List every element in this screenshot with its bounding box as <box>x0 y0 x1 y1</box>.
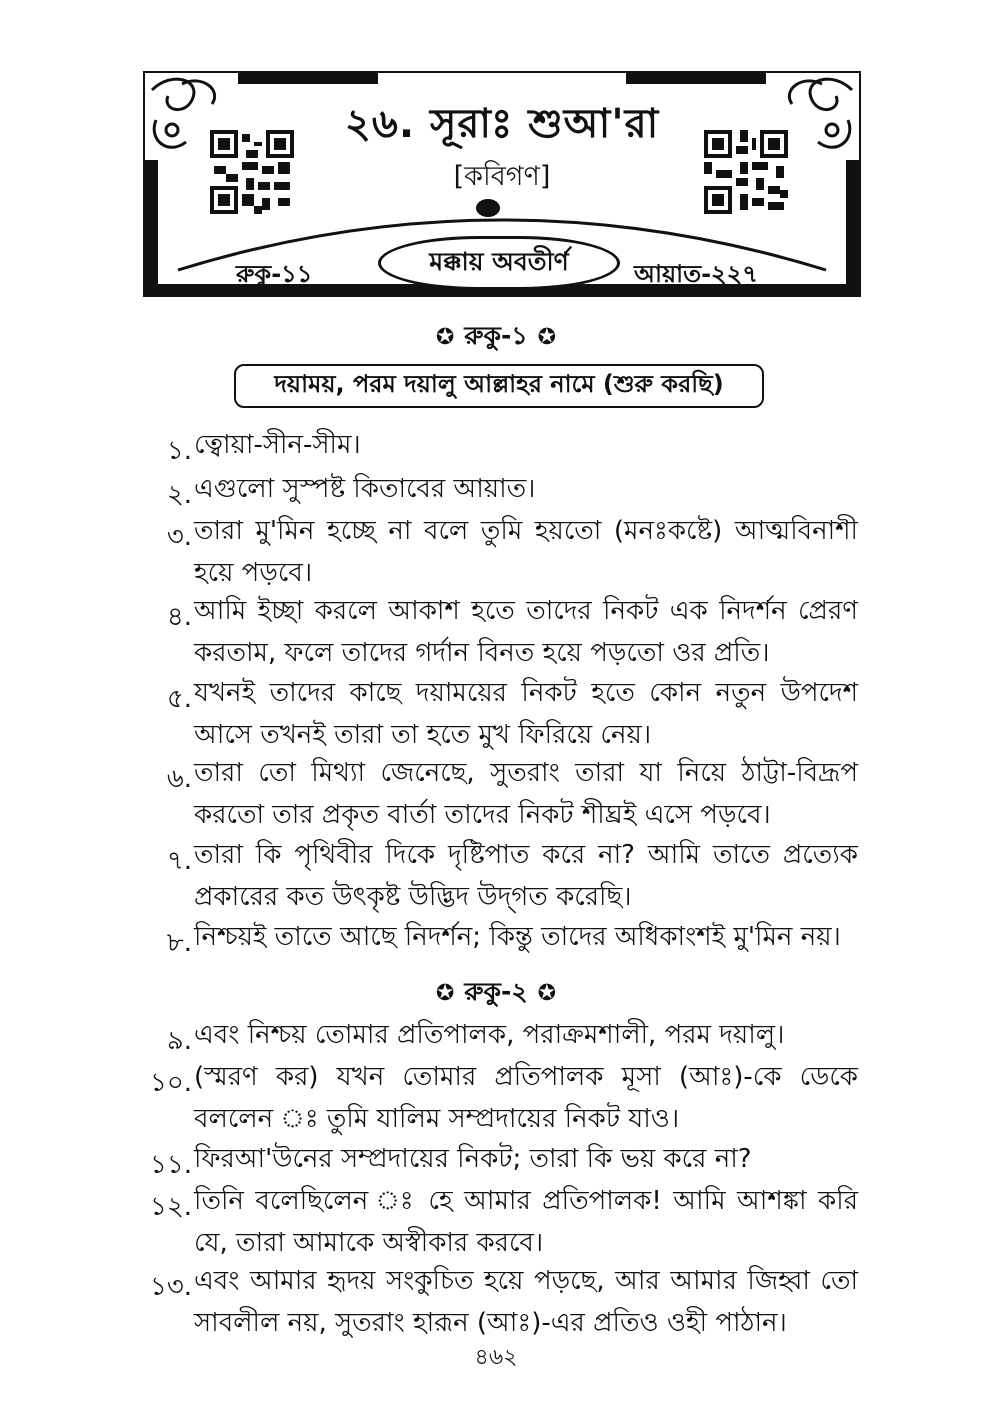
ruku-heading-label: রুকু-১ <box>464 321 528 350</box>
verse-number: ১২. <box>149 1192 192 1222</box>
verse-number: ১০. <box>149 1068 192 1098</box>
ruku-heading-label: রুকু-২ <box>464 977 528 1006</box>
verse-text: ত্বোয়া-সীন-সীম। <box>194 430 361 460</box>
star-circle-icon: ✪ <box>435 981 455 1006</box>
qr-code-icon[interactable] <box>704 130 788 214</box>
verse-text: যখনই তাদের কাছে দয়াময়ের নিকট হতে কোন নতুন উপদেশ আসে তখনই তারা তা হতে মুখ ফিরিয়ে নেয়। <box>194 678 858 750</box>
ruku-heading-2 <box>0 972 992 1015</box>
ayat-count: আয়াত-২২৭ <box>634 260 758 288</box>
verse-text: আমি ইচ্ছা করলে আকাশ হতে তাদের নিকট এক নিদর্শন প্রেরণ করতাম, ফলে তাদের গর্দান বিনত হয়ে পড়তো ওর প্রতি। <box>194 596 858 668</box>
verse-number: ৪. <box>166 602 192 632</box>
verse-text: তারা কি পৃথিবীর দিকে দৃষ্টিপাত করে না? আমি তাতে প্রত্যেক প্রকারের কত উৎকৃষ্ট উদ্ভিদ উদ্‌গত করেছি। <box>194 840 858 912</box>
verse-text: এবং নিশ্চয় তোমার প্রতিপালক, পরাক্রমশালী, পরম দয়ালু। <box>194 1020 785 1050</box>
revelation-badge: মক্কায় অবতীর্ণ <box>378 236 620 290</box>
verse-number: ৯. <box>166 1026 192 1056</box>
verse-number: ১. <box>166 436 192 466</box>
surah-title: ২৬. সূরাঃ শুআ'রা <box>344 101 660 147</box>
ruku-count: রুকু-১১ <box>236 260 313 288</box>
verse-number: ৩. <box>166 522 192 552</box>
verse-number: ১৩. <box>149 1272 192 1302</box>
verse-text: এগুলো সুস্পষ্ট কিতাবের আয়াত। <box>194 474 536 504</box>
qr-code-icon[interactable] <box>210 130 294 214</box>
verse-number: ৫. <box>166 684 192 714</box>
verse-text: এবং আমার হৃদয় সংকুচিত হয়ে পড়ছে, আর আমার জিহ্বা তো সাবলীল নয়, সুতরাং হারূন (আঃ)-এর প্রতিও ওহী পাঠান। <box>194 1266 858 1338</box>
page-number: ৪৬২ <box>474 1345 518 1370</box>
verse-text: ফিরআ'উনের সম্প্রদায়ের নিকট; তারা কি ভয় করে না? <box>194 1144 752 1174</box>
verse-number: ৭. <box>166 846 192 876</box>
verse-text: তারা তো মিথ্যা জেনেছে, সুতরাং তারা যা নিয়ে ঠাট্টা-বিদ্রূপ করতো তার প্রকৃত বার্তা তাদের নিকট শীঘ্রই এসে পড়বে। <box>194 758 858 830</box>
verse-text: তারা মু'মিন হচ্ছে না বলে তুমি হয়তো (মনঃকষ্টে) আত্মবিনাশী হয়ে পড়বে। <box>194 516 858 588</box>
verse-number: ৮. <box>166 928 192 958</box>
bismillah-box: দয়াময়, পরম দয়ালু আল্লাহর নামে (শুরু করছি) <box>234 364 764 408</box>
star-circle-icon: ✪ <box>537 981 557 1006</box>
star-circle-icon: ✪ <box>537 325 557 350</box>
ruku-heading-1 <box>0 316 992 359</box>
verse-text: (স্মরণ কর) যখন তোমার প্রতিপালক মূসা (আঃ)-কে ডেকে বললেন ঃ তুমি যালিম সম্প্রদায়ের নিকট যাও। <box>194 1062 858 1134</box>
verse-text: নিশ্চয়ই তাতে আছে নিদর্শন; কিন্তু তাদের অধিকাংশই মু'মিন নয়। <box>194 922 841 952</box>
surah-subtitle: [কবিগণ] <box>453 161 551 192</box>
star-circle-icon: ✪ <box>435 325 455 350</box>
verse-number: ১১. <box>149 1150 192 1180</box>
verse-number: ২. <box>166 480 192 510</box>
verse-text: তিনি বলেছিলেন ঃ হে আমার প্রতিপালক! আমি আশঙ্কা করি যে, তারা আমাকে অস্বীকার করবে। <box>194 1186 858 1258</box>
surah-header <box>142 70 862 298</box>
verse-number: ৬. <box>166 764 192 794</box>
